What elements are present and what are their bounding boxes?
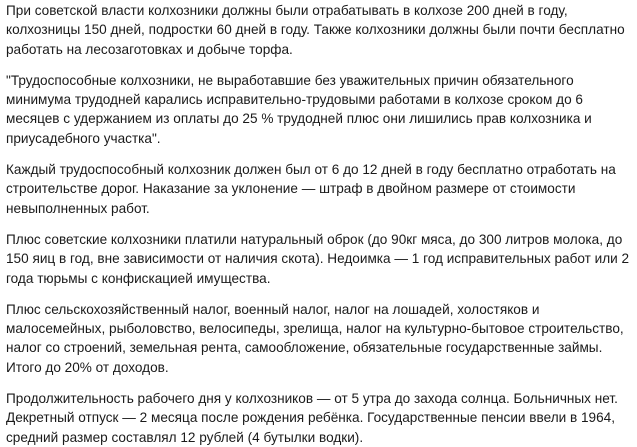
text-line: минимума трудодней карались исправительно-трудовыми работами в колхозе сроком до 6 (6, 92, 583, 108)
text-line: Итого до 20% от доходов. (6, 359, 169, 375)
text-line: Плюс сельскохозяйственный налог, военный налог, налог на лошадей, холостяков и (6, 301, 540, 317)
text-line: Каждый трудоспособный колхозник должен был от 6 до 12 дней в году бесплатно отработать на (6, 162, 616, 178)
text-line: малосемейных, рыболовство, велосипеды, зрелища, налог на культурно-бытовое строительство, (6, 321, 624, 337)
paragraph-quitrent (6, 230, 633, 288)
text-line: Декретный отпуск — 2 месяца после рождения ребёнка. Государственные пенсии ввели в 1964, (6, 410, 616, 426)
text-line: приусадебного участка". (6, 130, 161, 146)
text-line: месяцев с удержанием из оплаты до 25 % трудодней плюс они лишились прав колхозника и (6, 111, 592, 127)
text-line: средний размер составлял 12 рублей (4 бутылки водки). (6, 429, 364, 445)
text-line: "Трудоспособные колхозники, не выработавшие без уважительных причин обязательного (6, 72, 574, 88)
text-line: Продолжительность рабочего дня у колхозников — от 5 утра до захода солнца. Больничных нет. (6, 391, 618, 407)
paragraph-taxes (6, 300, 633, 377)
paragraph-workdays (6, 1, 633, 59)
text-line: При советской власти колхозники должны были отрабатывать в колхозе 200 дней в году, (6, 3, 568, 18)
text-line: налог со строений, земельная рента, самообложение, обязательные государственные займы. (6, 340, 603, 356)
paragraph-roads (6, 160, 633, 218)
text-line: невыполненных работ. (6, 200, 150, 216)
text-line: 150 яиц в год, вне зависимости от наличия скота). Недоимка — 1 год исправительных работ или 2 (6, 251, 630, 267)
paragraph-quote (6, 71, 633, 148)
paragraph-workday-length (6, 389, 633, 447)
text-line: Плюс советские колхозники платили натуральный оброк (до 90кг мяса, до 300 литров молока, до (6, 231, 623, 247)
text-line: работать на лесозаготовках и добыче торфа. (6, 41, 293, 57)
text-line: года тюрьмы с конфискацией имущества. (6, 270, 271, 286)
text-line: колхозницы 150 дней, подростки 60 дней в году. Также колхозники должны были почти бесплатно (6, 22, 625, 38)
text-line: строительстве дорог. Наказание за уклонение — штраф в двойном размере от стоимости (6, 181, 576, 197)
